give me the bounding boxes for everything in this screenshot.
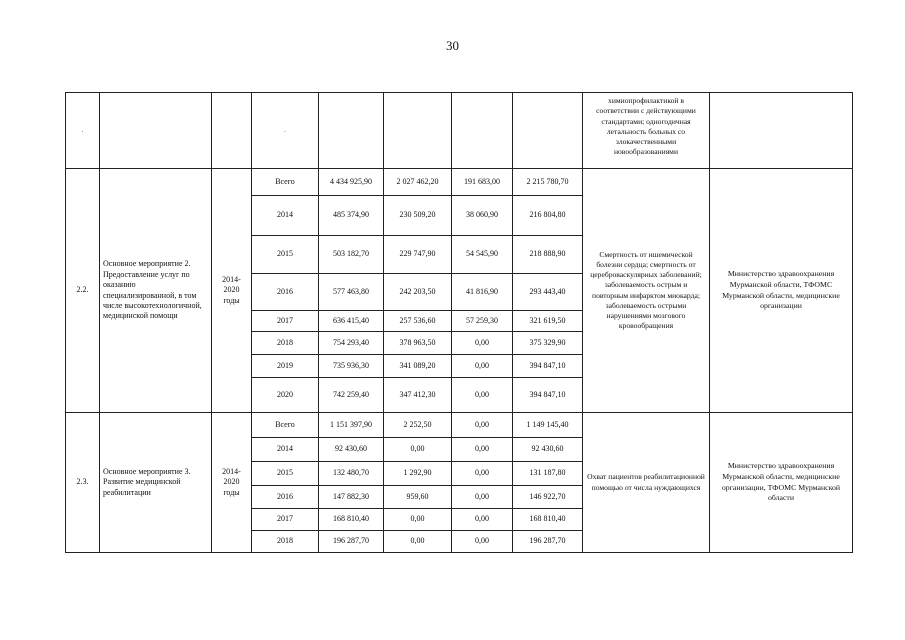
total-cell: 92 430,60 xyxy=(319,438,384,462)
section-number: 2.2. xyxy=(66,169,100,413)
year-cell: Всего xyxy=(252,413,319,438)
value-cell: 0,00 xyxy=(384,531,452,553)
value-cell: 394 847,10 xyxy=(513,378,583,413)
total-cell: 503 182,70 xyxy=(319,236,384,274)
cell-empty xyxy=(452,93,513,169)
value-cell: 191 683,00 xyxy=(452,169,513,196)
cell-empty xyxy=(513,93,583,169)
value-cell: 341 089,20 xyxy=(384,355,452,378)
value-cell: 0,00 xyxy=(452,462,513,486)
year-cell: 2020 xyxy=(252,378,319,413)
value-cell: 0,00 xyxy=(384,509,452,531)
value-cell: 321 619,50 xyxy=(513,311,583,332)
continuation-row xyxy=(66,93,853,169)
total-cell: 4 434 925,90 xyxy=(319,169,384,196)
value-cell: 0,00 xyxy=(452,355,513,378)
year-cell: 2018 xyxy=(252,531,319,553)
year-cell: Всего xyxy=(252,169,319,196)
value-cell: 2 027 462,20 xyxy=(384,169,452,196)
value-cell: 959,60 xyxy=(384,486,452,509)
total-cell: 636 415,40 xyxy=(319,311,384,332)
value-cell: 229 747,90 xyxy=(384,236,452,274)
value-cell: 0,00 xyxy=(452,438,513,462)
total-cell: 754 293,40 xyxy=(319,332,384,355)
value-cell: 0,00 xyxy=(384,438,452,462)
total-cell: 735 936,30 xyxy=(319,355,384,378)
value-cell: 1 292,90 xyxy=(384,462,452,486)
value-cell: 2 215 780,70 xyxy=(513,169,583,196)
indicator-cell: химиопрофилактикой в соответствии с действующими стандартами; одногодичная летальность больных со злокачественными новообразованиями xyxy=(583,93,710,169)
total-cell: 1 151 397,90 xyxy=(319,413,384,438)
value-cell: 0,00 xyxy=(452,486,513,509)
cell-empty xyxy=(100,93,212,169)
value-cell: 57 259,30 xyxy=(452,311,513,332)
value-cell: 131 187,80 xyxy=(513,462,583,486)
year-cell: 2015 xyxy=(252,236,319,274)
total-cell: 485 374,90 xyxy=(319,196,384,236)
cell-empty xyxy=(710,93,853,169)
indicator-cell: Охват пациентов реабилитационной помощью от числа нуждающихся xyxy=(583,413,710,553)
value-cell: 1 149 145,40 xyxy=(513,413,583,438)
year-cell: 2017 xyxy=(252,311,319,332)
total-cell: 577 463,80 xyxy=(319,274,384,311)
year-cell: 2014 xyxy=(252,438,319,462)
program-table xyxy=(65,92,853,553)
section-period: 2014-2020 годы xyxy=(212,169,252,413)
value-cell: 38 060,90 xyxy=(452,196,513,236)
indicator-cell: Смертность от ишемической болезни сердца; смертность от цереброваскулярных заболеваний; заболеваемость острым и повторным инфарктом миокарда; заболеваемость острыми нарушениями мозгового кровообращения xyxy=(583,169,710,413)
total-cell: 168 810,40 xyxy=(319,509,384,531)
total-cell: 196 287,70 xyxy=(319,531,384,553)
section-name: Основное мероприятие 2. Предоставление услуг по оказанию специализированной, в том числе высокотехнологичной, медицинской помощи xyxy=(100,169,212,413)
cell-empty xyxy=(384,93,452,169)
value-cell: 41 816,90 xyxy=(452,274,513,311)
cell-empty: . xyxy=(252,93,319,169)
value-cell: 394 847,10 xyxy=(513,355,583,378)
section-number: 2.3. xyxy=(66,413,100,553)
year-cell: 2018 xyxy=(252,332,319,355)
section-name: Основное мероприятие 3. Развитие медицинской реабилитации xyxy=(100,413,212,553)
value-cell: 0,00 xyxy=(452,531,513,553)
value-cell: 378 963,50 xyxy=(384,332,452,355)
cell-empty: . xyxy=(66,93,100,169)
value-cell: 257 536,60 xyxy=(384,311,452,332)
page-number: 30 xyxy=(446,38,459,53)
year-cell: 2019 xyxy=(252,355,319,378)
cell-empty xyxy=(212,93,252,169)
cell-empty xyxy=(319,93,384,169)
value-cell: 196 287,70 xyxy=(513,531,583,553)
value-cell: 2 252,50 xyxy=(384,413,452,438)
year-cell: 2015 xyxy=(252,462,319,486)
table-row xyxy=(66,169,853,196)
year-cell: 2014 xyxy=(252,196,319,236)
responsible-cell: Министерство здравоохранения Мурманской области, ТФОМС Мурманской области, медицинские организации xyxy=(710,169,853,413)
value-cell: 375 329,90 xyxy=(513,332,583,355)
value-cell: 347 412,30 xyxy=(384,378,452,413)
value-cell: 230 509,20 xyxy=(384,196,452,236)
total-cell: 742 259,40 xyxy=(319,378,384,413)
value-cell: 293 443,40 xyxy=(513,274,583,311)
total-cell: 147 882,30 xyxy=(319,486,384,509)
table-row xyxy=(66,413,853,438)
year-cell: 2016 xyxy=(252,486,319,509)
value-cell: 0,00 xyxy=(452,332,513,355)
value-cell: 0,00 xyxy=(452,378,513,413)
year-cell: 2017 xyxy=(252,509,319,531)
value-cell: 242 203,50 xyxy=(384,274,452,311)
value-cell: 216 804,80 xyxy=(513,196,583,236)
total-cell: 132 480,70 xyxy=(319,462,384,486)
responsible-cell: Министерство здравоохранения Мурманской области, медицинские организации, ТФОМС Мурманской области xyxy=(710,413,853,553)
value-cell: 0,00 xyxy=(452,413,513,438)
value-cell: 92 430,60 xyxy=(513,438,583,462)
value-cell: 54 545,90 xyxy=(452,236,513,274)
value-cell: 0,00 xyxy=(452,509,513,531)
section-period: 2014-2020 годы xyxy=(212,413,252,553)
value-cell: 168 810,40 xyxy=(513,509,583,531)
value-cell: 218 888,90 xyxy=(513,236,583,274)
value-cell: 146 922,70 xyxy=(513,486,583,509)
year-cell: 2016 xyxy=(252,274,319,311)
